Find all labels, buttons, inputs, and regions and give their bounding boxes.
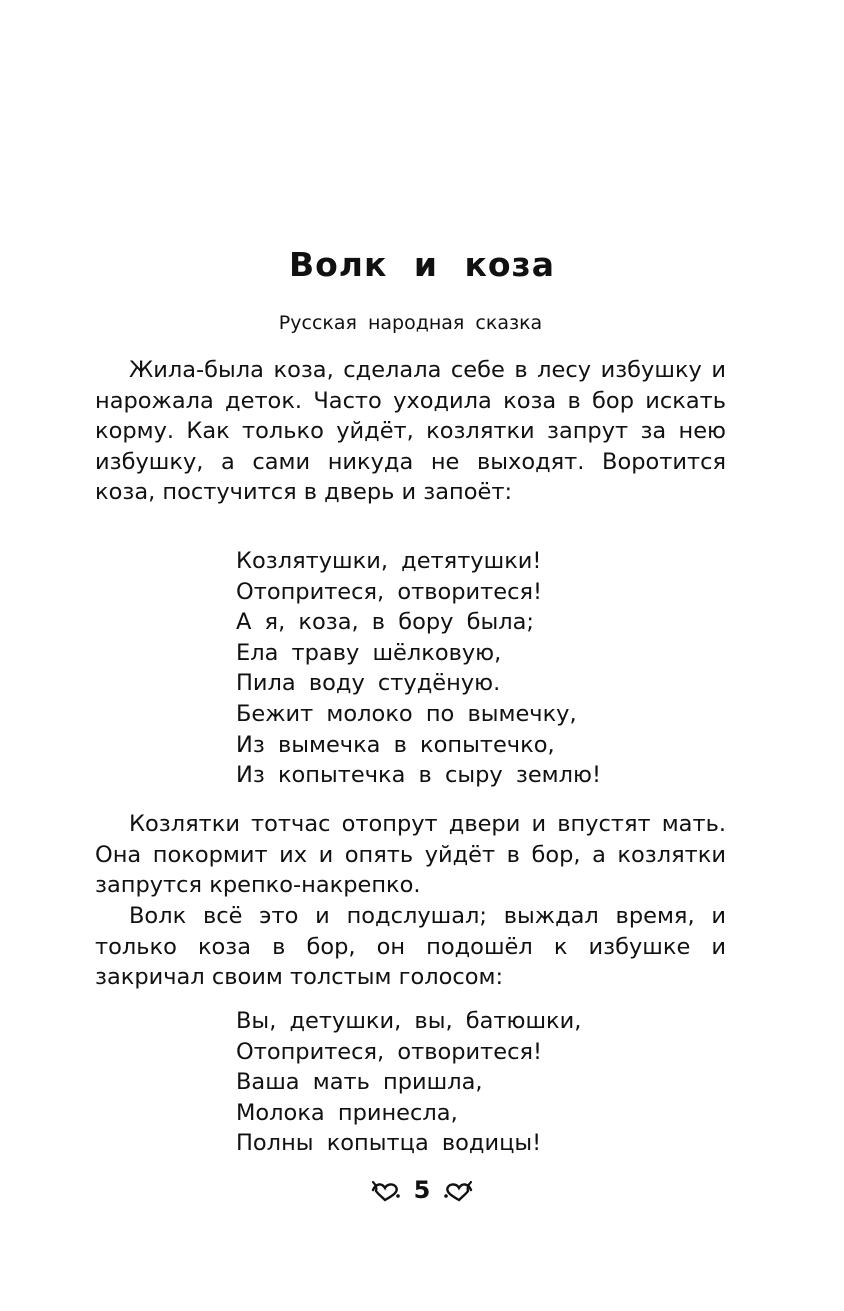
verse-line: Из вымечка в копытечко,: [236, 731, 555, 758]
verse-line: Отопритеся, отворитеся!: [236, 578, 543, 605]
verse-line: Ела траву шёлковую,: [236, 639, 502, 666]
page-number: 5: [413, 1176, 431, 1204]
heart-flourish-left-icon: [370, 1177, 400, 1203]
verse-line: Полны копытца водицы!: [236, 1130, 542, 1157]
verse-block-2: [236, 1006, 716, 1159]
verse-line: А я, коза, в бору была;: [236, 609, 534, 636]
page-footer: [0, 1172, 844, 1208]
paragraph-3: Волк всё это и подслушал; выждал время, и только коза в бор, он подошёл к избушке и закричал своим толстым голосом:: [95, 903, 726, 991]
verse-line: Пила воду студёную.: [236, 670, 501, 697]
verse-line: Вы, детушки, вы, батюшки,: [236, 1008, 582, 1034]
verse-line: Молока принесла,: [236, 1099, 458, 1126]
paragraph-2: Козлятки тотчас отопрут двери и впустят мать. Она покормит их и опять уйдёт в бор, а козлятки запрутся крепко-накрепко.: [95, 811, 726, 899]
verse-block-1: [236, 546, 716, 791]
verse-line: Козлятушки, детятушки!: [236, 548, 542, 574]
heart-flourish-right-icon: [444, 1177, 474, 1203]
story-subtitle: Русская народная сказка: [278, 312, 543, 334]
story-title: Волк и коза: [288, 245, 555, 284]
verse-line: Ваша мать пришла,: [236, 1069, 483, 1096]
verse-line: Бежит молоко по вымечку,: [236, 700, 577, 727]
verse-line: Из копытечка в сыру землю!: [236, 762, 601, 789]
verse-line: Отопритеся, отворитеся!: [236, 1038, 543, 1065]
paragraph-1: Жила-была коза, сделала себе в лесу избушку и нарожала деток. Часто уходила коза в бор искать корму. Как только уйдёт, козлятки запрут за нею избушку, а сами никуда не выходят. Воротится коза, постучится в дверь и запоёт:: [95, 357, 726, 506]
